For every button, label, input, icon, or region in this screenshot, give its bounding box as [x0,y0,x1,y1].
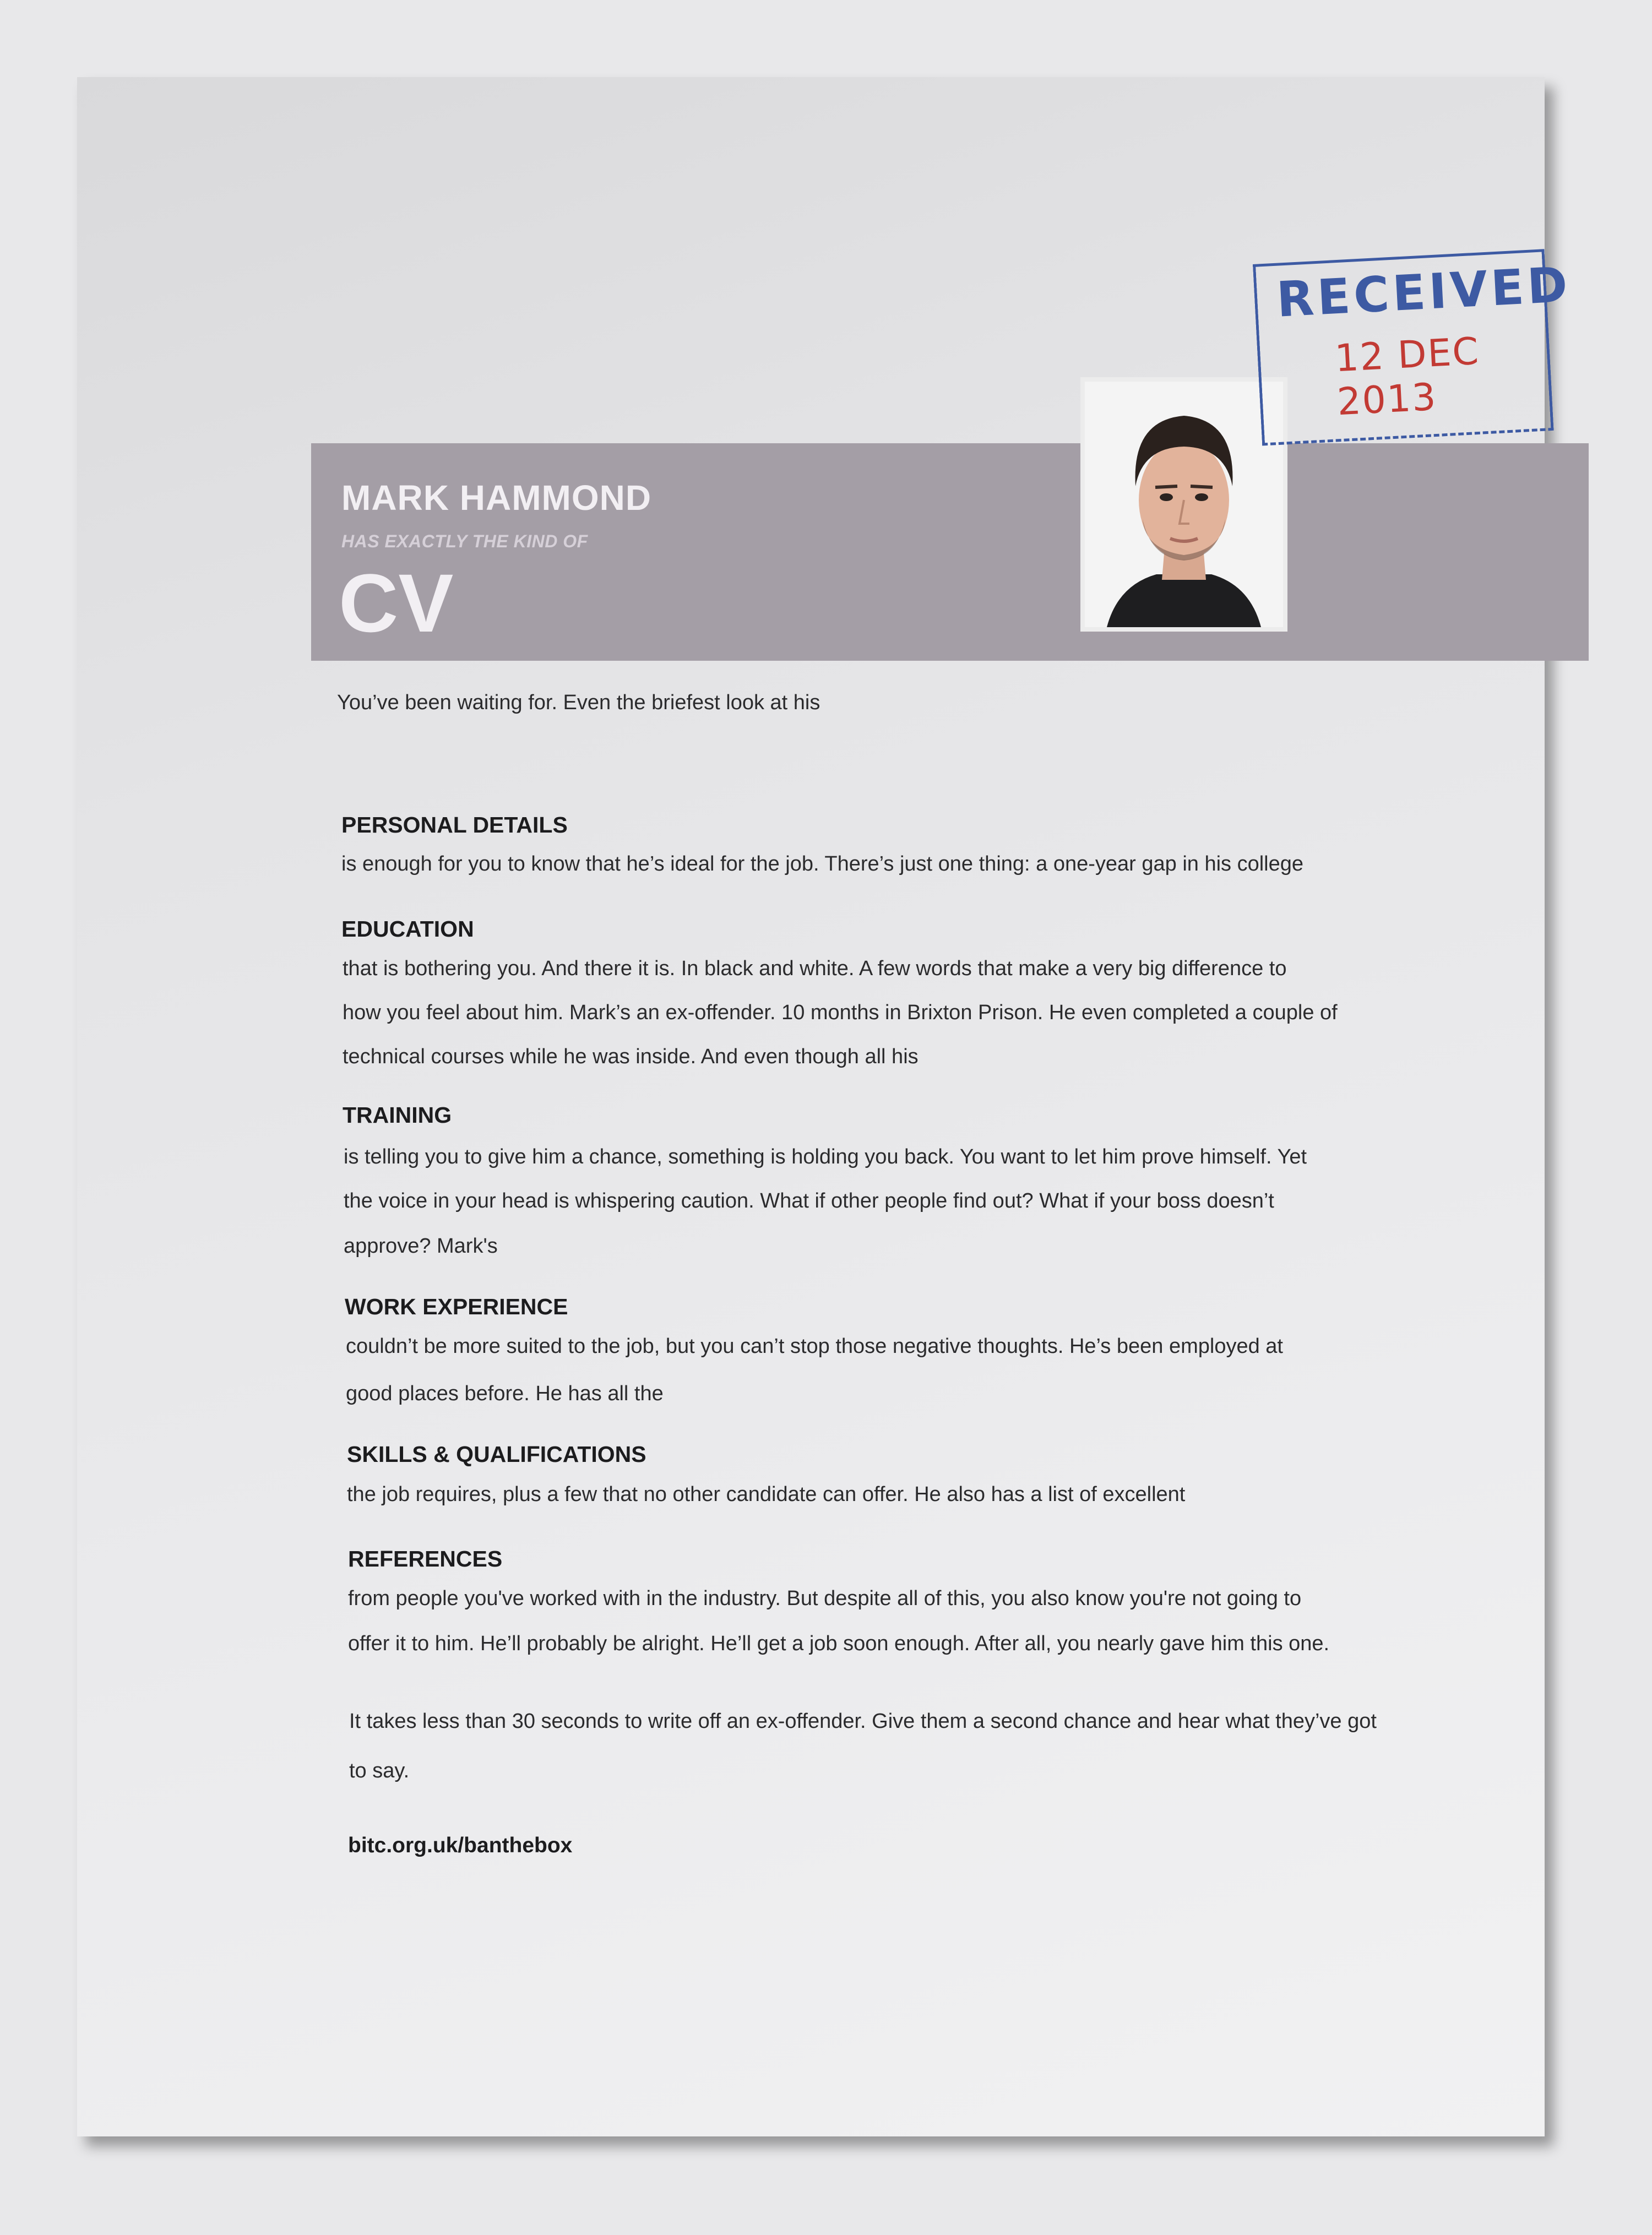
header-banner [311,443,1589,661]
section-heading-skills: SKILLS & QUALIFICATIONS [347,1442,646,1467]
section-line: good places before. He has all the [346,1382,664,1405]
section-line: the job requires, plus a few that no other candidate can offer. He also has a list of excellent [347,1483,1186,1506]
section-line: couldn’t be more suited to the job, but you can’t stop those negative thoughts. He’s been employed at [346,1335,1283,1358]
section-line: from people you've worked with in the industry. But despite all of this, you also know you're not going to [348,1587,1302,1610]
portrait-photo [1080,377,1287,632]
received-stamp [1253,249,1572,454]
section-heading-work-experience: WORK EXPERIENCE [345,1294,568,1319]
section-line: is enough for you to know that he’s ideal for the job. There’s just one thing: a one-year gap in his college [341,852,1304,875]
cv-title: CV [339,557,454,649]
stamp-date: 12 DEC 2013 [1334,329,1481,425]
portrait-icon [1085,382,1283,627]
candidate-name: MARK HAMMOND [341,478,652,518]
section-heading-training: TRAINING [343,1102,452,1128]
header-subtitle: HAS EXACTLY THE KIND OF [341,531,588,551]
campaign-link[interactable]: bitc.org.uk/banthebox [348,1834,573,1857]
section-line: technical courses while he was inside. And even though all his [343,1045,919,1068]
section-line: offer it to him. He’ll probably be alright. He’ll get a job soon enough. After all, you nearly gave him this one. [348,1632,1330,1655]
intro-text: You’ve been waiting for. Even the briefest look at his [337,691,820,714]
section-line: approve? Mark's [344,1235,498,1258]
section-line: how you feel about him. Mark’s an ex-offender. 10 months in Brixton Prison. He even completed a couple of [343,1001,1338,1024]
cv-paper [77,77,1572,2136]
closing-line: to say. [349,1759,410,1782]
section-line: is telling you to give him a chance, something is holding you back. You want to let him prove himself. Yet [344,1145,1307,1168]
section-line: that is bothering you. And there it is. In black and white. A few words that make a very big difference to [343,957,1287,980]
stamp-received-text: RECEIVED [1275,255,1572,328]
section-heading-education: EDUCATION [341,916,474,942]
section-heading-references: REFERENCES [348,1546,503,1571]
section-line: the voice in your head is whispering caution. What if other people find out? What if your boss doesn’t [344,1189,1274,1212]
closing-line: It takes less than 30 seconds to write off an ex-offender. Give them a second chance and hear what they’ve got [349,1710,1377,1733]
section-heading-personal-details: PERSONAL DETAILS [341,812,568,838]
